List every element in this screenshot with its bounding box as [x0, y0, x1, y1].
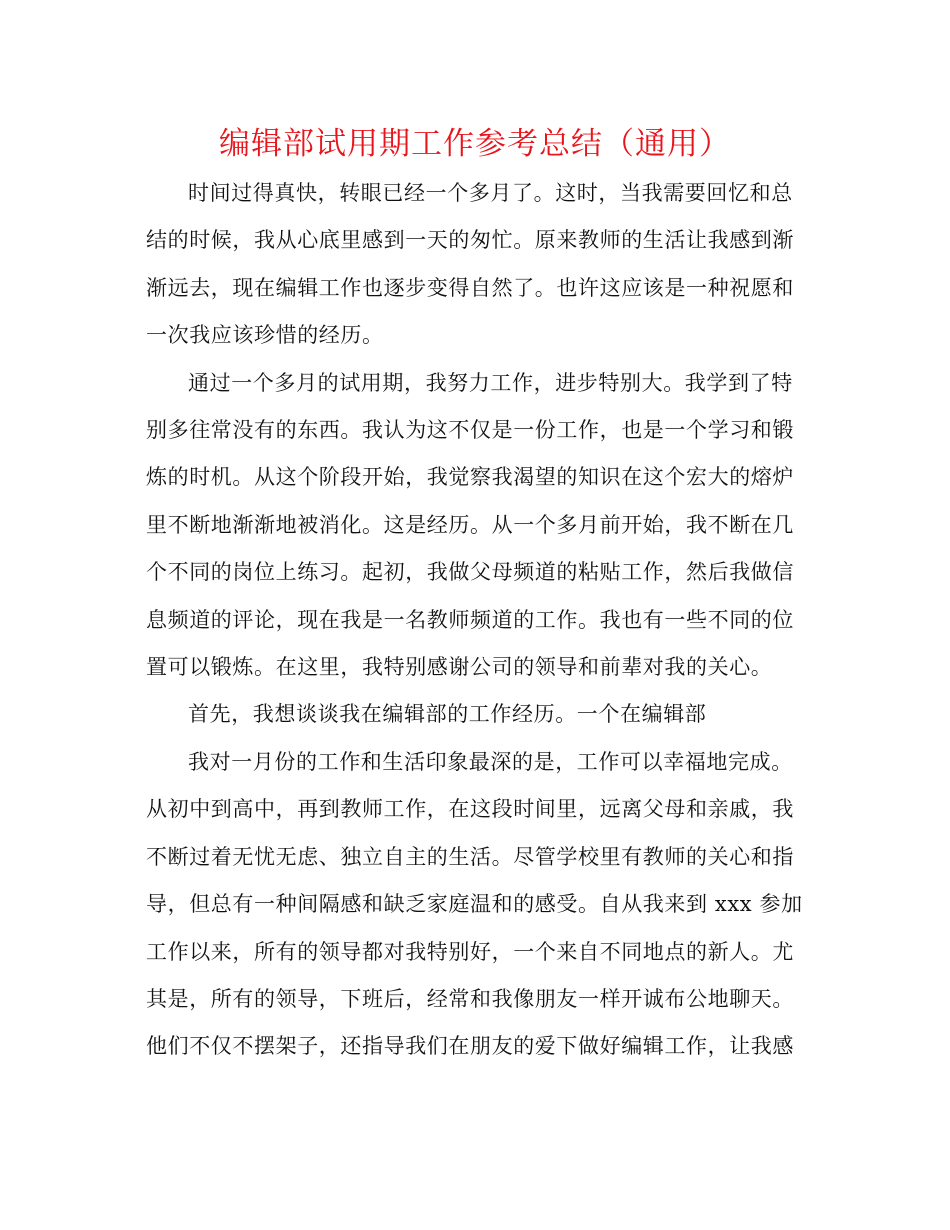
document-title: 编辑部试用期工作参考总结（通用）: [219, 126, 731, 162]
paragraph-line: 时间过得真快，转眼已经一个多月了。这时，当我需要回忆和总: [188, 181, 793, 205]
paragraph-line: 从初中到高中，再到教师工作，在这段时间里，远离父母和亲戚，我: [146, 797, 794, 822]
paragraph-line: 渐远去，现在编辑工作也逐步变得自然了。也许这应该是一种祝愿和: [146, 275, 794, 300]
paragraph-line: 别多往常没有的东西。我认为这不仅是一份工作，也是一个学习和锻: [146, 418, 794, 443]
paragraph-line: 里不断地渐渐地被消化。这是经历。从一个多月前开始，我不断在几: [146, 512, 794, 537]
paragraph-line: 导，但总有一种间隔感和缺乏家庭温和的感受。自从我来到 xxx 参加: [146, 892, 803, 917]
paragraph-line: 他们不仅不摆架子，还指导我们在朋友的爱下做好编辑工作，让我感: [146, 1034, 794, 1059]
paragraph-line: 一次我应该珍惜的经历。: [146, 323, 384, 348]
paragraph-line: 息频道的评论，现在我是一名教师频道的工作。我也有一些不同的位: [146, 607, 794, 632]
paragraph-line: 结的时候，我从心底里感到一天的匆忙。原来教师的生活让我感到渐: [146, 228, 794, 253]
paragraph-line: 通过一个多月的试用期，我努力工作，进步特别大。我学到了特: [188, 370, 793, 395]
paragraph-line: 其是，所有的领导，下班后，经常和我像朋友一样开诚布公地聊天。: [146, 986, 794, 1011]
paragraph-2: [146, 360, 804, 692]
paragraph-line: 置可以锻炼。在这里，我特别感谢公司的领导和前辈对我的关心。: [146, 655, 773, 680]
paragraph-4: [146, 739, 804, 1071]
paragraph-3: [146, 691, 804, 738]
paragraph-line: 炼的时机。从这个阶段开始，我觉察我渴望的知识在这个宏大的熔炉: [146, 465, 794, 490]
paragraph-line: 工作以来，所有的领导都对我特别好，一个来自不同地点的新人。尤: [146, 939, 794, 964]
paragraph-line: 不断过着无忧无虑、独立自主的生活。尽管学校里有教师的关心和指: [146, 844, 794, 869]
paragraph-line: 首先，我想谈谈我在编辑部的工作经历。一个在编辑部: [188, 702, 707, 727]
paragraph-1: [146, 170, 804, 360]
document-body: [146, 170, 804, 1071]
paragraph-line: 个不同的岗位上练习。起初，我做父母频道的粘贴工作，然后我做信: [146, 560, 794, 585]
paragraph-line: 我对一月份的工作和生活印象最深的是，工作可以幸福地完成。: [188, 749, 793, 774]
